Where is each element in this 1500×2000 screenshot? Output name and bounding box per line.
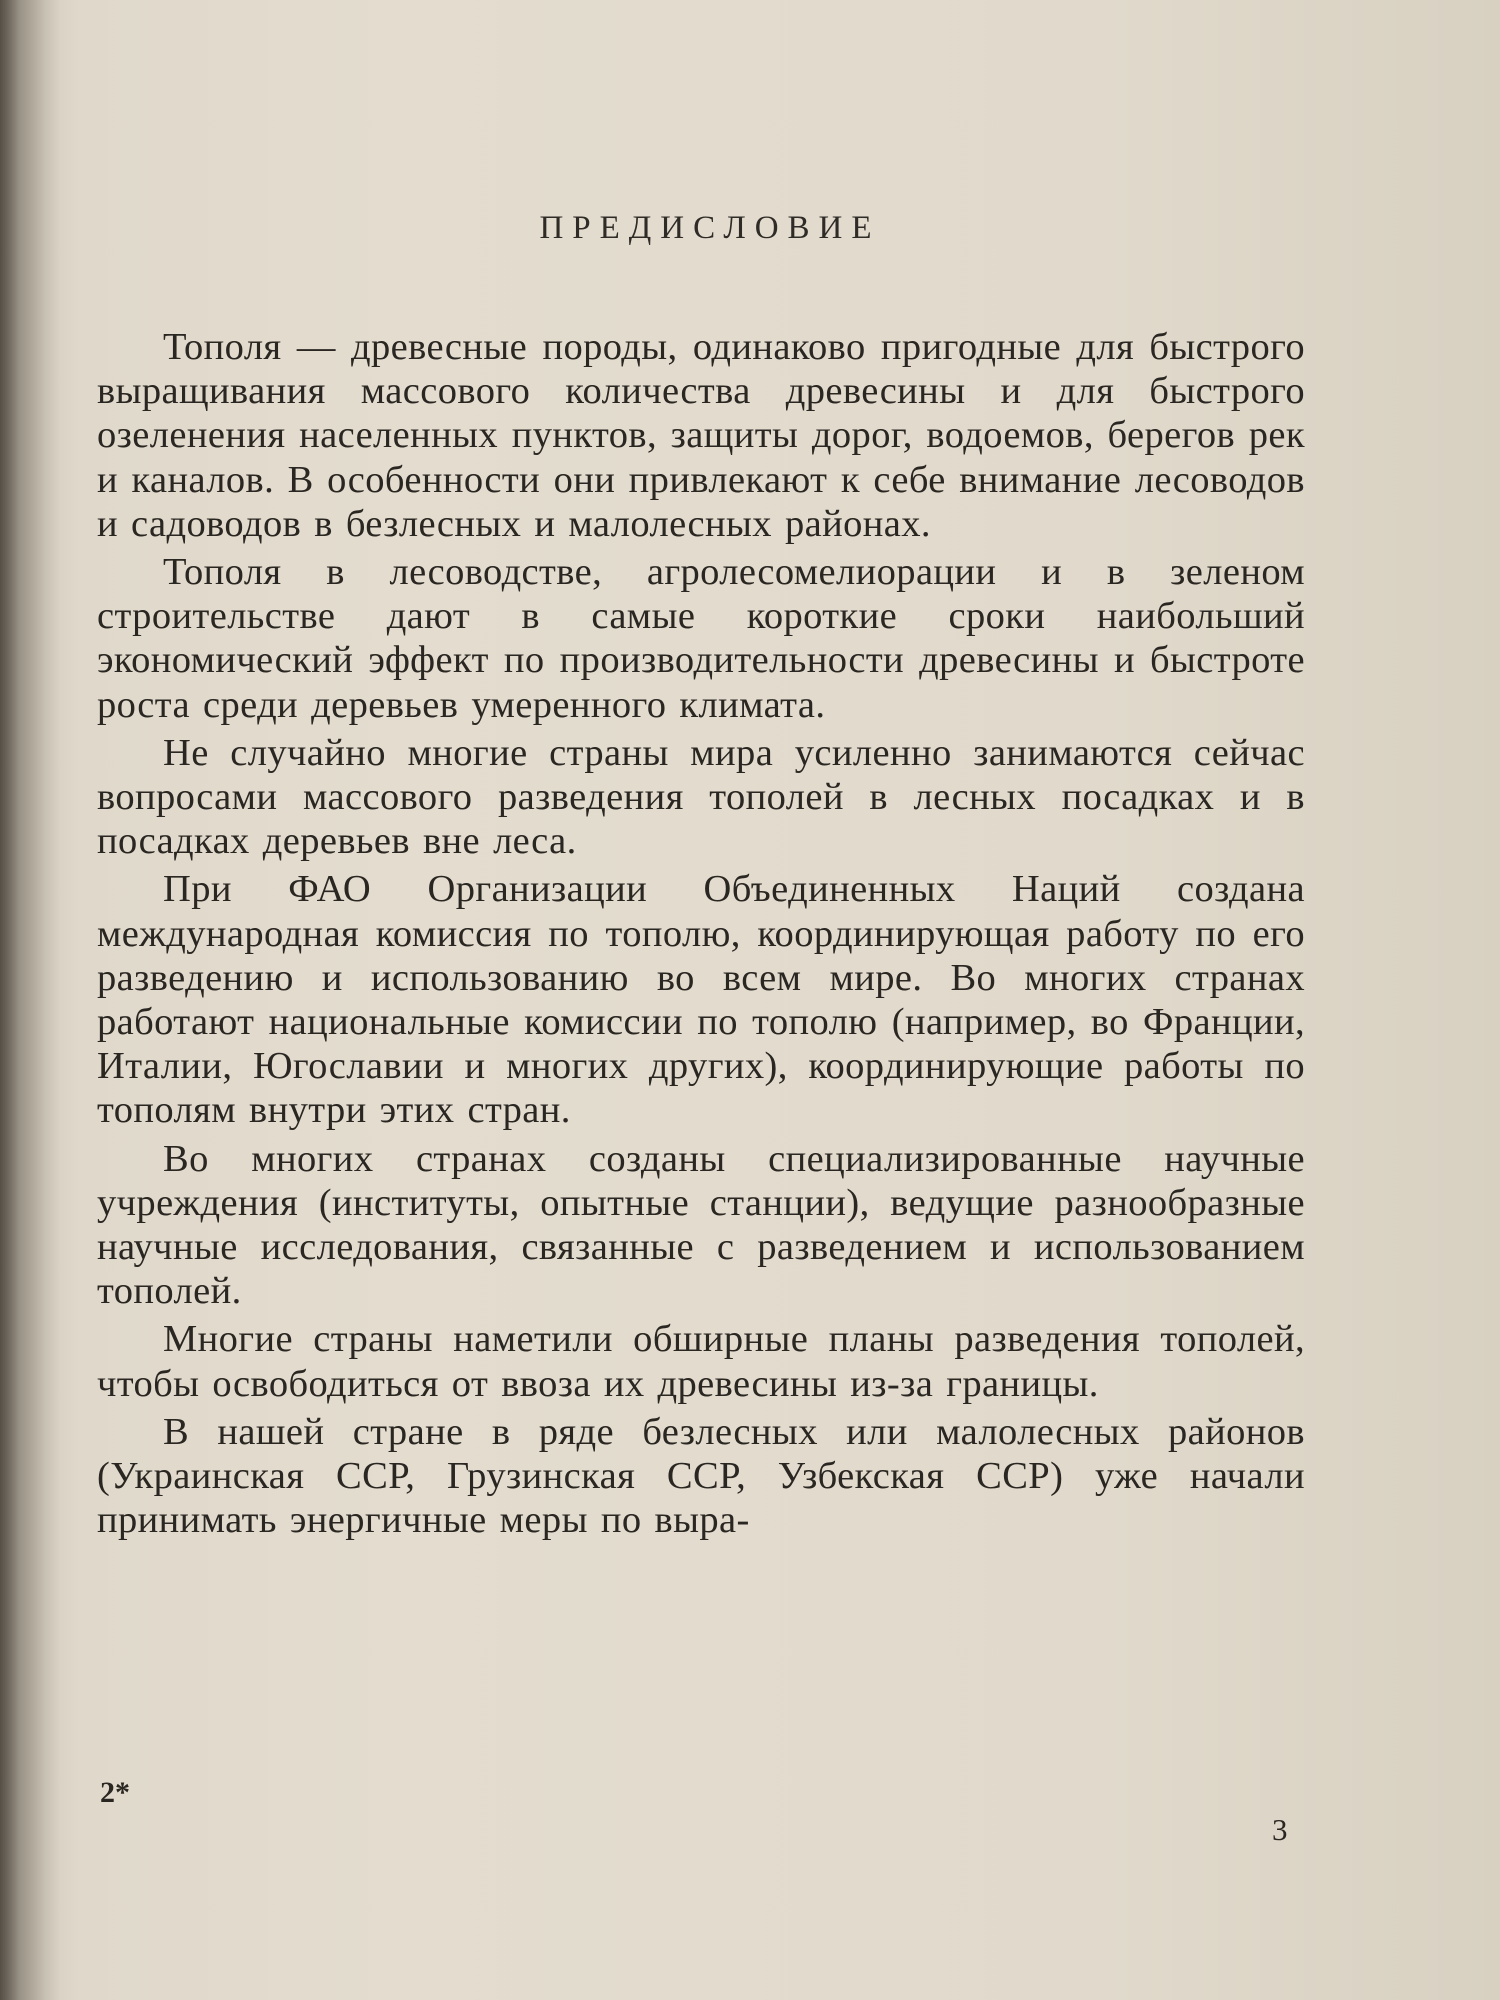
signature-mark: 2* xyxy=(100,1776,130,1809)
paragraph: Не случайно многие страны мира усиленно занимаются сейчас вопросами массового разведения тополей в лесных посадках и в посадках деревьев вне леса. xyxy=(97,731,1305,863)
paragraph: Тополя в лесоводстве, агролесомелиорации и в зеленом строительстве дают в самые короткие сроки наибольший экономический эффект по производительности древесины и быстроте роста среди деревьев умеренного климата. xyxy=(97,551,1305,726)
paragraph: Во многих странах созданы специализированные научные учреждения (институты, опытные станции), ведущие разнообразные научные исследования, связанные с разведением и использованием тополей. xyxy=(97,1137,1305,1313)
book-gutter-shadow xyxy=(0,0,60,2000)
paragraph: При ФАО Организации Объединенных Наций создана международная комиссия по тополю, координирующая работу по его разведению и использованию во всем мире. Во многих странах работают национальные комиссии по тополю (например, во Франции, Италии, Югославии и многих других), координирующие работы по тополям внутри этих стран. xyxy=(97,868,1305,1132)
section-heading: ПРЕДИСЛОВИЕ xyxy=(539,210,881,246)
paragraph: Тополя — древесные породы, одинаково пригодные для быстрого выращивания массового количества древесины и для быстрого озеленения населенных пунктов, защиты дорог, водоемов, берегов рек и каналов. В особенности они привлекают к себе внимание лесоводов и садоводов в безлесных и малолесных районах. xyxy=(97,326,1305,545)
page-text-block xyxy=(97,210,1305,1546)
paragraph: Многие страны наметили обширные планы разведения тополей, чтобы освободиться от ввоза их древесины из-за границы. xyxy=(97,1318,1305,1405)
paragraph: В нашей стране в ряде безлесных или малолесных районов (Украинская ССР, Грузинская ССР, Узбекская ССР) уже начали принимать энергичные меры по выра- xyxy=(97,1410,1305,1542)
page-number: 3 xyxy=(1272,1812,1288,1847)
